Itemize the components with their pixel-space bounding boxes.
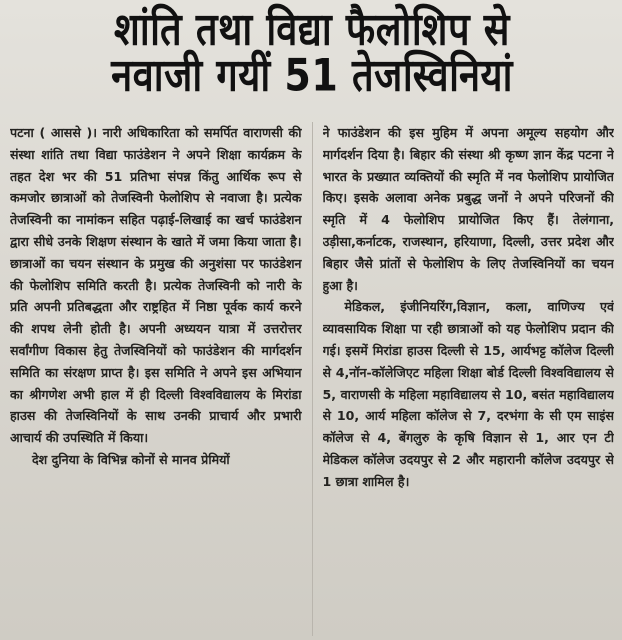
article-paragraph: देश दुनिया के विभिन्न कोनों से मानव प्रेमियों [32,451,230,467]
headline [10,3,614,101]
article-paragraph: मेडिकल, इंजीनियरिंग,विज्ञान, कला, वाणिज्य एवं व्यावसायिक शिक्षा पा रही छात्राओं को यह फेलोशिप प्रदान की गई। इसमें मिरांडा हाउस दिल्ली से 15, आर्यभट्ट कॉलेज दिल्ली से 4,नॉन-कॉलेजिएट महिला शिक्षा बोर्ड दिल्ली विश्वविद्यालय से 5, वाराणसी के महिला महाविद्यालय से 10, बसंत महाविद्यालय से 10, आर्य महिला कॉलेज से 7, दरभंगा के सी एम साइंस कॉलेज से 4, बेंगलुरु के कृषि विज्ञान से 1, आर एन टी मेडिकल कॉलेज उदयपुर से 2 और महारानी कॉलेज उदयपुर से 1 छात्रा शामिल है। [322,299,614,489]
article-body [10,122,614,636]
headline-line-2: नवाजी गयीं 51 तेजस्विनियां [111,49,513,101]
article-column-left [10,122,313,636]
dateline: पटना ( आससे )। [10,125,98,140]
headline-line-1: शांति तथा विद्या फैलोशिप से [114,3,510,55]
paragraph-text: नारी अधिकारिता को समर्पित वाराणसी की संस्था शांति तथा विद्या फाउंडेशन ने अपने शिक्षा कार्यक्रम के तहत देश भर की 51 प्रतिभा संपन्न किंतु आर्थिक रूप से कमजोर छात्राओं को तेजस्विनी फेलोशिप से नवाजा है। प्रत्येक तेजस्विनी का नामांकन सहित पढ़ाई-लिखाई का खर्च फाउंडेशन द्वारा सीधे उनके शिक्षण संस्थान के खाते में जमा किया जाता है। छात्राओं का चयन संस्थान के प्रमुख की अनुशंसा पर फाउंडेशन की फेलोशिप समिति करती है। प्रत्येक तेजस्विनी को नारी के प्रति अपनी प्रतिबद्धता और राष्ट्रहित में निष्ठा पूर्वक कार्य करने की शपथ लेनी होती है। अपनी अध्ययन यात्रा में उत्तरोत्तर सर्वांगीण विकास हेतु तेजस्विनियों को फाउंडेशन की मार्गदर्शन समिति का संरक्षण प्राप्त है। इस समिति ने अपने इस अभियान का श्रीगणेश अभी हाल में ही दिल्ली विश्वविद्यालय के मिरांडा हाउस की तेजस्विनियों के साथ उनकी प्राचार्य और प्रभारी आचार्य की उपस्थिति में किया। [10,125,302,446]
article-paragraph [10,122,302,449]
article-paragraph: ने फाउंडेशन की इस मुहिम में अपना अमूल्य सहयोग और मार्गदर्शन दिया है। बिहार की संस्था श्री कृष्ण ज्ञान केंद्र पटना ने भारत के प्रख्यात व्यक्तियों की स्मृति में नव फेलोशिप प्रायोजित किए। इसके अलावा अनेक प्रबुद्ध जनों ने अपने परिजनों की स्मृति में 4 फेलोशिप प्रायोजित किए हैं। तेलंगाना, उड़ीसा,कर्नाटक, राजस्थान, हरियाणा, दिल्ली, उत्तर प्रदेश और बिहार जैसे प्रांतों से फेलोशिप के लिए तेजस्विनियों का चयन हुआ है। [322,125,614,293]
article-column-right [323,122,615,636]
